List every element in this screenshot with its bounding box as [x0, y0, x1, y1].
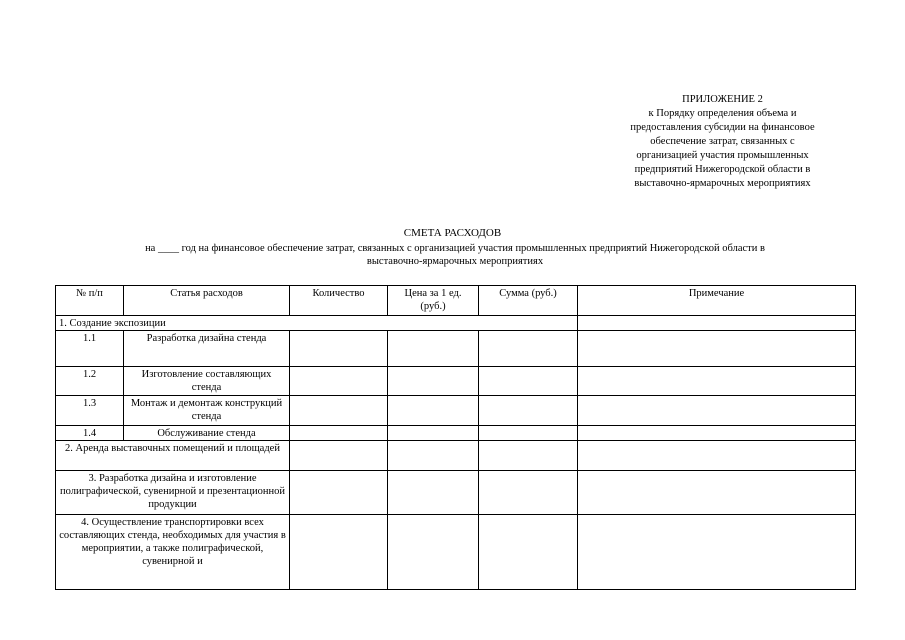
section-row [56, 316, 856, 331]
section-3-label: 3. Разработка дизайна и изготовление полиграфической, сувенирной и презентационной продукции [56, 471, 290, 515]
appendix-line: предоставления субсидии на финансовое [630, 122, 815, 133]
table-cell [479, 515, 578, 590]
table-row [56, 396, 856, 426]
subtitle-line-1: на ____ год на финансовое обеспечение затрат, связанных с организацией участия промышленных предприятий Нижегородской области в [145, 243, 765, 254]
header-note: Примечание [578, 286, 856, 316]
table-cell [479, 396, 578, 426]
document-subtitle [55, 242, 855, 268]
appendix-line: предприятий Нижегородской области в [634, 164, 811, 175]
table-cell [578, 331, 856, 367]
appendix-line: обеспечение затрат, связанных с [650, 136, 795, 147]
table-cell [290, 471, 388, 515]
appendix-line: организацией участия промышленных [636, 150, 809, 161]
table-cell [388, 515, 479, 590]
table-cell [578, 471, 856, 515]
row-num: 1.4 [56, 426, 124, 441]
table-cell [388, 471, 479, 515]
table-cell [290, 367, 388, 396]
table-cell [388, 331, 479, 367]
header-sum: Сумма (руб.) [479, 286, 578, 316]
table-cell [578, 396, 856, 426]
appendix-line: ПРИЛОЖЕНИЕ 2 [682, 94, 763, 105]
table-cell [578, 316, 856, 331]
table-cell [479, 367, 578, 396]
table-cell [479, 426, 578, 441]
table-cell [479, 331, 578, 367]
row-item: Обслуживание стенда [124, 426, 290, 441]
table-cell [290, 331, 388, 367]
row-num: 1.1 [56, 331, 124, 367]
section-row [56, 471, 856, 515]
table-cell [479, 471, 578, 515]
table-cell [388, 441, 479, 471]
table-cell [578, 441, 856, 471]
table-cell [290, 441, 388, 471]
row-item: Монтаж и демонтаж конструкций стенда [124, 396, 290, 426]
table-row [56, 331, 856, 367]
row-item: Изготовление составляющих стенда [124, 367, 290, 396]
document-title: СМЕТА РАСХОДОВ [403, 227, 502, 239]
table-header-row [56, 286, 856, 316]
table-cell [479, 441, 578, 471]
section-1-label: 1. Создание экспозиции [56, 316, 578, 331]
table-cell [388, 367, 479, 396]
header-num: № п/п [56, 286, 124, 316]
table-cell [578, 426, 856, 441]
header-price: Цена за 1 ед. (руб.) [388, 286, 479, 316]
section-2-label: 2. Аренда выставочных помещений и площадей [56, 441, 290, 471]
table-cell [578, 515, 856, 590]
appendix-line: к Порядку определения объема и [648, 108, 797, 119]
table-cell [290, 426, 388, 441]
table-row [56, 426, 856, 441]
section-4-label: 4. Осуществление транспортировки всех составляющих стенда, необходимых для участия в мероприятии, а также полиграфической, сувенирной и [56, 515, 290, 590]
table-cell [290, 396, 388, 426]
row-num: 1.3 [56, 396, 124, 426]
table-cell [388, 396, 479, 426]
table-row [56, 367, 856, 396]
budget-table [55, 285, 856, 590]
row-num: 1.2 [56, 367, 124, 396]
appendix-line: выставочно-ярмарочных мероприятиях [634, 178, 811, 189]
table-cell [290, 515, 388, 590]
section-row [56, 441, 856, 471]
table-cell [388, 426, 479, 441]
header-item: Статья расходов [124, 286, 290, 316]
appendix-header [600, 93, 845, 191]
subtitle-line-2: выставочно-ярмарочных мероприятиях [366, 256, 544, 267]
table-cell [578, 367, 856, 396]
section-row [56, 515, 856, 590]
row-item: Разработка дизайна стенда [124, 331, 290, 367]
header-qty: Количество [290, 286, 388, 316]
